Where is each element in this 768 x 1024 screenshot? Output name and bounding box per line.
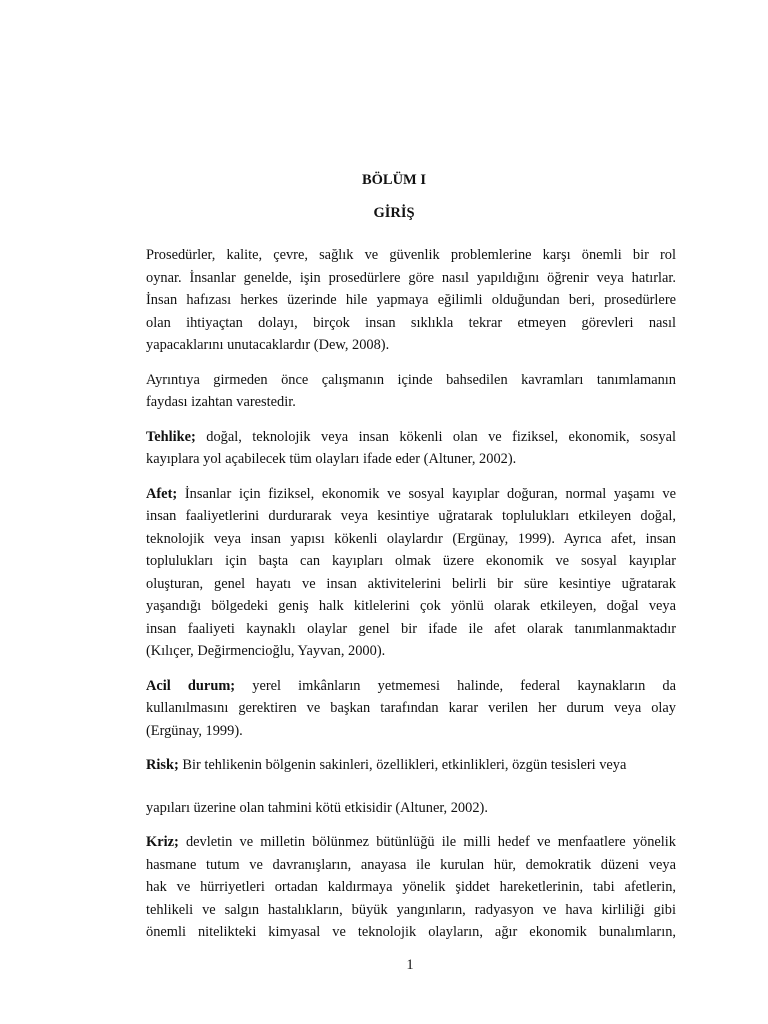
- definition-text: İnsanlar için fiziksel, ekonomik ve sosyal kayıplar doğuran, normal yaşamı ve: [177, 485, 676, 502]
- paragraph-risk-continued: [146, 797, 676, 820]
- text-line: hasmane tutum ve davranışların, anayasa ile kurulan hür, demokratik düzeni veya: [146, 856, 676, 873]
- paragraph-kriz: [146, 831, 676, 944]
- term-tehlike: Tehlike;: [146, 428, 196, 445]
- text-line: kayıplara yol açabilecek tüm olayları ifade eder (Altuner, 2002).: [146, 451, 517, 467]
- text-line: oynar. İnsanlar genelde, işin prosedürlere göre nasıl yapıldığını öğrenir veya hatırlar.: [146, 269, 676, 286]
- text-line: faydası izahtan varestedir.: [146, 394, 296, 410]
- paragraph-risk: [146, 754, 676, 777]
- chapter-heading: BÖLÜM I: [361, 172, 427, 188]
- text-line: olan ihtiyaçtan dolayı, birçok insan sıklıkla tekrar etmeyen görevleri nasıl: [146, 314, 676, 331]
- term-kriz: Kriz;: [146, 834, 179, 850]
- text-line: oluşturan, genel hayatı ve insan aktivitelerini belirli bir süre kesintiye uğratarak: [146, 575, 676, 592]
- paragraph-intro-concepts: [146, 369, 676, 414]
- term-afet: Afet;: [146, 485, 178, 502]
- text-line: hak ve hürriyetleri ortadan kaldırmaya yönelik şiddet hareketlerinin, tabi afetlerin,: [146, 879, 676, 895]
- text-line: insan faaliyeti kaynaklı olaylar genel bir ifade ile afet olarak tanımlanmaktadır: [146, 620, 676, 637]
- text-line: yaşandığı bölgedeki geniş halk kitlelerini çok yönlü olarak etkileyen, doğal veya: [146, 598, 676, 614]
- section-title: GİRİŞ: [373, 205, 415, 221]
- term-acil-durum: Acil durum;: [146, 677, 236, 694]
- text-line: kullanılmasını gerektiren ve başkan tarafından karar verilen her durum veya olay: [146, 700, 676, 716]
- text-line: insan faaliyetlerini durdurarak veya kesintiye uğratarak toplulukları etkileyen doğal,: [146, 508, 676, 524]
- paragraph-tehlike: [146, 426, 676, 471]
- term-risk: Risk;: [146, 757, 179, 773]
- text-line: Ayrıntıya girmeden önce çalışmanın içinde bahsedilen kavramları tanımlamanın: [146, 371, 676, 388]
- text-line: yapacaklarını unutacaklardır (Dew, 2008).: [146, 337, 390, 353]
- text-line: yapıları üzerine olan tahmini kötü etkisidir (Altuner, 2002).: [146, 799, 488, 816]
- definition-text: yerel imkânların yetmemesi halinde, federal kaynakların da: [235, 677, 676, 694]
- definition-text: doğal, teknolojik veya insan kökenli olan ve fiziksel, ekonomik, sosyal: [195, 428, 676, 445]
- text-line: [146, 483, 676, 506]
- text-line: [146, 675, 676, 698]
- text-line: Prosedürler, kalite, çevre, sağlık ve güvenlik problemlerine karşı önemli bir rol: [146, 247, 676, 263]
- text-line: (Kılıçer, Değirmencioğlu, Yayvan, 2000).: [146, 643, 386, 659]
- page-number: 1: [406, 957, 414, 973]
- text-line: [146, 426, 676, 449]
- definition-text: Bir tehlikenin bölgenin sakinleri, özellikleri, etkinlikleri, özgün tesisleri veya: [178, 757, 627, 773]
- text-line: İnsan hafızası herkes üzerinde hile yapmaya eğilimli olduğundan beri, prosedürlere: [146, 292, 676, 308]
- paragraph-procedures: [146, 244, 676, 357]
- paragraph-acil-durum: [146, 675, 676, 743]
- text-line: teknolojik veya insan yapısı kökenli olaylardır (Ergünay, 1999). Ayrıca afet, insan: [146, 530, 676, 547]
- definition-text: devletin ve milletin bölünmez bütünlüğü ile milli hedef ve menfaatlere yönelik: [178, 834, 676, 850]
- text-line: toplulukları için başta can kayıpları olmak üzere ekonomik ve sosyal kayıplar: [146, 553, 676, 569]
- document-body: [146, 244, 676, 956]
- text-line: (Ergünay, 1999).: [146, 722, 243, 739]
- text-line: [146, 831, 676, 854]
- paragraph-afet: [146, 483, 676, 663]
- text-line: önemli nitelikteki kimyasal ve teknolojik olayların, ağır ekonomik bunalımların,: [146, 924, 676, 940]
- text-line: tehlikeli ve salgın hastalıkların, büyük yangınların, radyasyon ve hava kirliliği gibi: [146, 901, 676, 918]
- text-line: [146, 754, 676, 777]
